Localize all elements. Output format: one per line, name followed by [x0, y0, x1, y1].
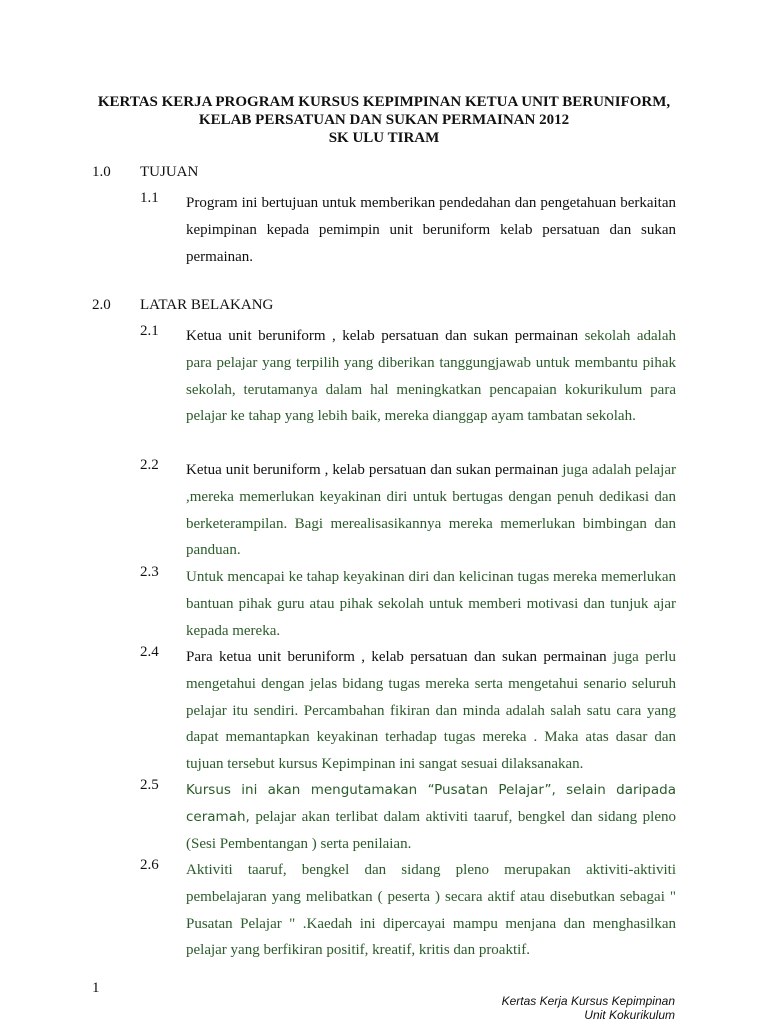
paragraph-text-part-b: sekolah adalah para pelajar yang terpilih yang diberikan tanggungjawab untuk membantu pihak sekolah, terutamanya dalam hal meningkatkan pencapaian kokurikulum para pelajar ke tahap yang lebih baik, mereka dianggap ayam tambatan sekolah.	[186, 328, 676, 425]
paragraph-text-part-b: juga perlu mengetahui dengan jelas bidang tugas mereka serta mengetahui senario seluruh pelajar itu sendiri. Percambahan fikiran dan minda adalah salah satu cara yang dapat memantapkan keyakinan terhadap tugas mereka . Maka atas dasar dan tujuan tersebut kursus Kepimpinan ini sangat sesuai dilaksanakan.	[186, 649, 676, 773]
paragraph-text	[186, 457, 676, 564]
paragraph-text: Program ini bertujuan untuk memberikan pendedahan dan pengetahuan berkaitan kepimpinan kepada pemimpin unit beruniform kelab persatuan dan sukan permainan.	[186, 195, 676, 265]
title-line-1: KERTAS KERJA PROGRAM KURSUS KEPIMPINAN KETUA UNIT BERUNIFORM,	[97, 94, 671, 110]
section-number: 2.0	[92, 297, 111, 313]
paragraph-number: 2.4	[140, 644, 159, 660]
footer-line-2: Unit Kokurikulum	[584, 1008, 675, 1022]
section-number: 1.0	[92, 164, 111, 180]
paragraph-text: Aktiviti taaruf, bengkel dan sidang pleno merupakan aktiviti-aktiviti pembelajaran yang melibatkan ( peserta ) secara aktif atau disebutkan sebagai " Pusatan Pelajar " .Kaedah ini dipercayai mampu menjana dan menghasilkan pelajar yang berfikiran positif, kreatif, kritis dan proaktif.	[186, 862, 676, 959]
paragraph-text-part-a: Para ketua unit beruniform , kelab persatuan dan sukan permainan	[186, 649, 613, 665]
page-number: 1	[92, 980, 100, 996]
footer-line-1: Kertas Kerja Kursus Kepimpinan	[501, 994, 675, 1008]
paragraph-text	[186, 644, 676, 778]
paragraph-number: 2.1	[140, 323, 159, 339]
paragraph-text-part-a: Ketua unit beruniform , kelab persatuan dan sukan permainan	[186, 328, 585, 344]
paragraph-text-part-b: pelajar akan terlibat dalam aktiviti taaruf, bengkel dan sidang pleno (Sesi Pembentangan ) serta penilaian.	[186, 808, 676, 852]
paragraph-number: 2.5	[140, 777, 159, 793]
title-line-3: SK ULU TIRAM	[328, 130, 440, 146]
paragraph-text: Untuk mencapai ke tahap keyakinan diri dan kelicinan tugas mereka memerlukan bantuan pihak guru atau pihak sekolah untuk memberi motivasi dan tunjuk ajar kepada mereka.	[186, 569, 676, 639]
paragraph-number: 2.2	[140, 457, 159, 473]
paragraph-number: 2.6	[140, 857, 159, 873]
title-line-2: KELAB PERSATUAN DAN SUKAN PERMAINAN 2012	[198, 112, 570, 128]
paragraph-number: 2.3	[140, 564, 159, 580]
section-heading: LATAR BELAKANG	[140, 297, 274, 313]
paragraph-number: 1.1	[140, 190, 159, 206]
paragraph-text-part-b: juga adalah pelajar ,mereka memerlukan keyakinan diri untuk bertugas dengan penuh dedikasi dan berketerampilan. Bagi merealisasikannya mereka memerlukan bimbingan dan panduan.	[186, 462, 676, 559]
section-heading: TUJUAN	[140, 164, 199, 180]
document-title	[0, 93, 768, 147]
paragraph-text	[186, 323, 676, 430]
page-footer	[502, 994, 675, 1022]
paragraph-text-part-a: Ketua unit beruniform , kelab persatuan dan sukan permainan	[186, 462, 563, 478]
paragraph-text-part-a: Kursus ini akan mengutamakan “Pusatan Pelajar”, selain daripada ceramah,	[186, 782, 676, 825]
paragraph-text	[186, 777, 676, 857]
